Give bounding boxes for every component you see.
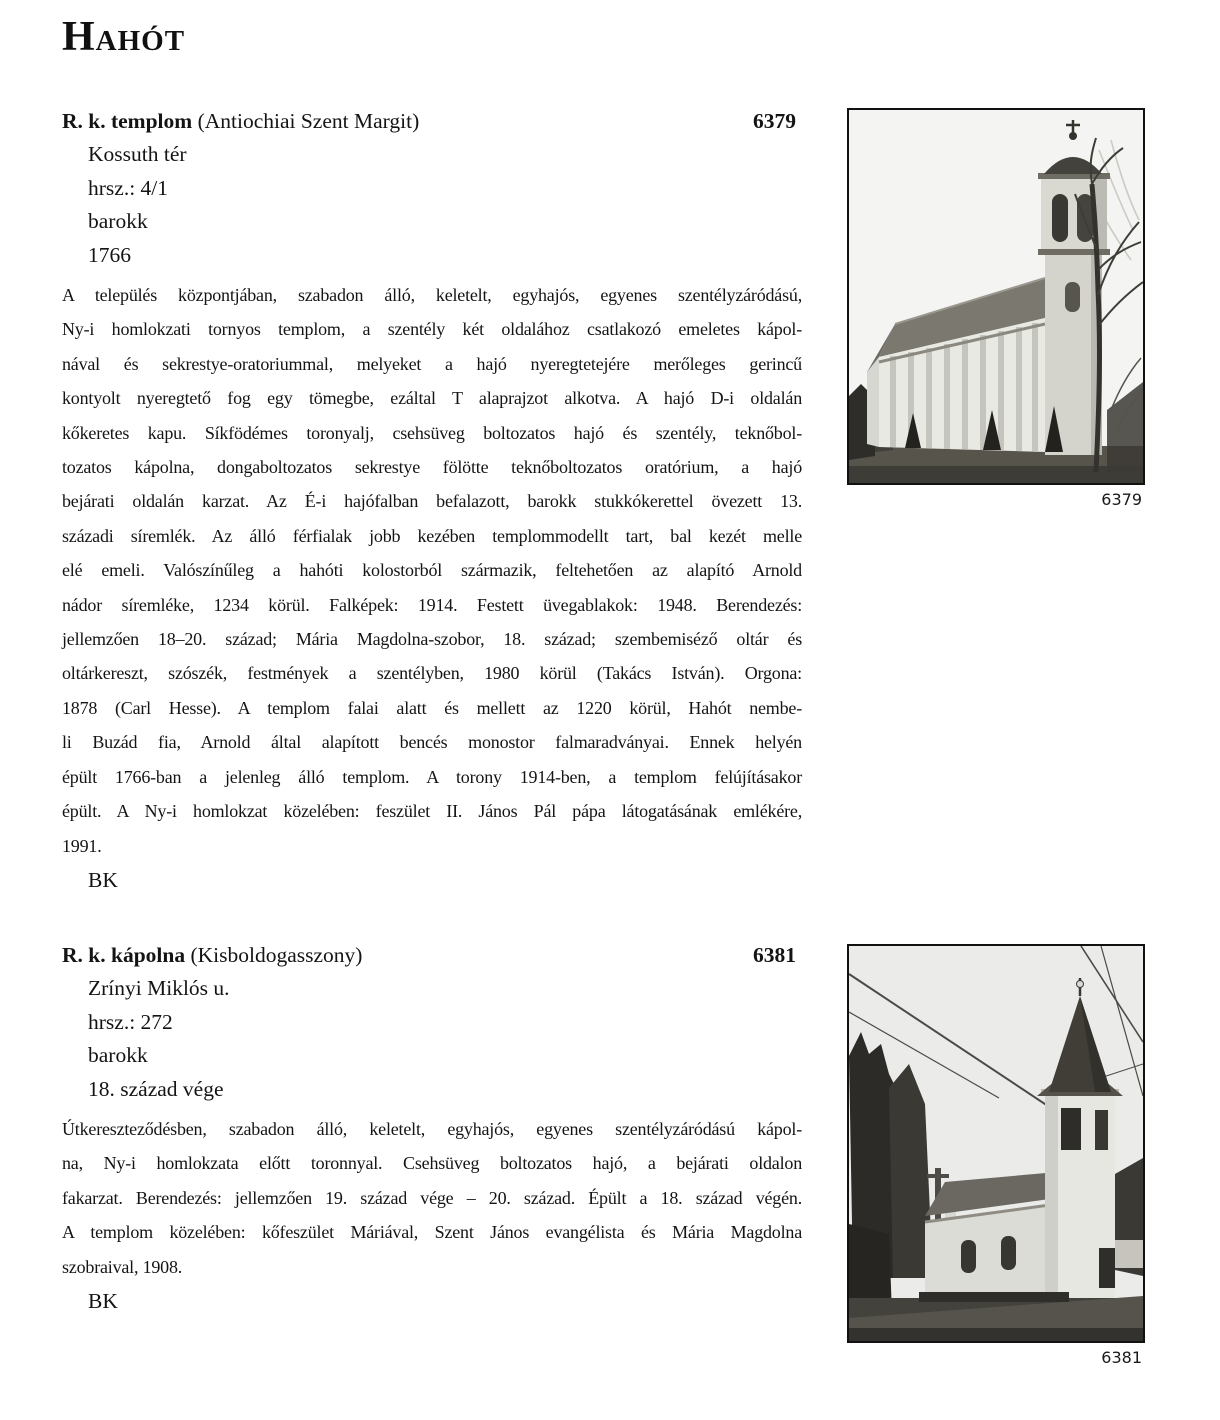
entry-heading: [62, 938, 802, 972]
description-line: oltárkereszt, szószék, festmények a szentélyben, 1980 körül (Takács István). Orgona:: [62, 663, 802, 684]
description-line: kőkeretes kapu. Síkfödémes toronyalj, csehsüveg boltozatos hajó és szentély, teknőbol-: [62, 422, 802, 443]
entry-title-dedication: (Antiochiai Szent Margit): [197, 109, 420, 133]
description-line: szobraival, 1908.: [62, 1256, 183, 1277]
church-photo-6379: [847, 108, 1145, 485]
monument-entry: [62, 938, 802, 1319]
description-line: na, Ny-i homlokzata előtt toronnyal. Csehsüveg boltozatos hajó, a bejárati oldalon: [62, 1153, 802, 1174]
entry-title: [62, 104, 419, 138]
description-line: elé emeli. Valószínűleg a hahóti kolostorból származik, feltehetően az alapító Arnold: [62, 560, 802, 581]
entry-address-line: 18. század vége: [88, 1076, 224, 1101]
description-line: jellemzően 18–20. század; Mária Magdolna-szobor, 18. század; szembemiséző oltár és: [62, 629, 802, 650]
entry-title-name: R. k. templom: [62, 109, 193, 133]
monument-photo-figure: [847, 108, 1145, 509]
description-line: fakarzat. Berendezés: jellemzően 19. század vége – 20. század. Épült a 18. század végén.: [62, 1187, 802, 1208]
description-line: épült 1766-ban a jelenleg álló templom. A torony 1914-ben, a templom felújításakor: [62, 766, 802, 787]
entry-address-line: 1766: [88, 242, 131, 267]
photo-caption: 6379: [1101, 490, 1142, 509]
entry-number: 6379: [753, 109, 796, 133]
page-title: Hahót: [62, 14, 186, 60]
description-line: A település központjában, szabadon álló, keletelt, egyhajós, egyenes szentélyzáródású,: [62, 285, 802, 305]
monument-photo-figure: [847, 944, 1145, 1367]
description-line: épült. A Ny-i homlokzat közelében: feszület II. János Pál pápa látogatásának emlékére,: [62, 801, 802, 822]
entry-author-initials: BK: [88, 867, 118, 892]
entry-description: [62, 1112, 802, 1284]
entry-author-initials: BK: [88, 1289, 118, 1314]
entry-number: 6381: [753, 943, 796, 967]
chapel-photo-illustration: [849, 946, 1143, 1341]
description-line: Útkereszteződésben, szabadon álló, keletelt, egyhajós, egyenes szentélyzáródású kápol-: [62, 1119, 802, 1139]
entry-title-name: R. k. kápolna: [62, 943, 186, 967]
description-line: li Buzád fia, Arnold által alapított bencés monostor falmaradványai. Ennek helyén: [62, 732, 802, 753]
entry-description: [62, 278, 802, 863]
entry-address-block: [88, 972, 802, 1106]
photo-caption: 6381: [1101, 1348, 1142, 1367]
description-line: 1991.: [62, 835, 102, 856]
entry-heading: [62, 104, 802, 138]
entry-address-line: barokk: [88, 209, 148, 233]
description-line: bejárati oldalán karzat. Az É-i hajófalban befalazott, barokk stukkókerettel övezett 13.: [62, 491, 802, 512]
description-line: nádor síremléke, 1234 körül. Falképek: 1914. Festett üvegablakok: 1948. Berendezés:: [62, 594, 802, 615]
chapel-photo-6381: [847, 944, 1145, 1343]
description-line: 1878 (Carl Hesse). A templom falai alatt és mellett az 1220 körül, Hahót nembe-: [62, 697, 802, 718]
description-line: tozatos kápolna, dongaboltozatos sekrestye fölötte teknőboltozatos oratórium, a hajó: [62, 457, 802, 478]
entry-address-block: [88, 138, 802, 272]
entry-title-dedication: (Kisboldogasszony): [190, 943, 363, 967]
entry-address-line: hrsz.: 4/1: [88, 175, 169, 200]
description-line: századi síremlék. Az álló férfialak jobb kezében templommodellt tart, bal kezét melle: [62, 525, 802, 546]
church-photo-illustration: [849, 110, 1143, 483]
entry-address-line: barokk: [88, 1043, 148, 1067]
entry-title: [62, 938, 362, 972]
description-line: kontyolt nyeregtető fog egy tömegbe, ezáltal T alaprajzot alkotva. A hajó D-i oldalán: [62, 388, 802, 409]
entry-address-line: hrsz.: 272: [88, 1009, 173, 1034]
description-line: Ny-i homlokzati tornyos templom, a szentély két oldalához csatlakozó emeletes kápol-: [62, 319, 802, 340]
description-line: nával és sekrestye-oratoriummal, melyeket a hajó nyeregtetejére merőleges gerincű: [62, 353, 802, 374]
entry-address-line: Kossuth tér: [88, 142, 187, 166]
monument-entry: [62, 104, 802, 898]
entry-address-line: Zrínyi Miklós u.: [88, 976, 230, 1000]
description-line: A templom közelében: kőfeszület Máriával, Szent János evangélista és Mária Magdolna: [62, 1222, 802, 1243]
